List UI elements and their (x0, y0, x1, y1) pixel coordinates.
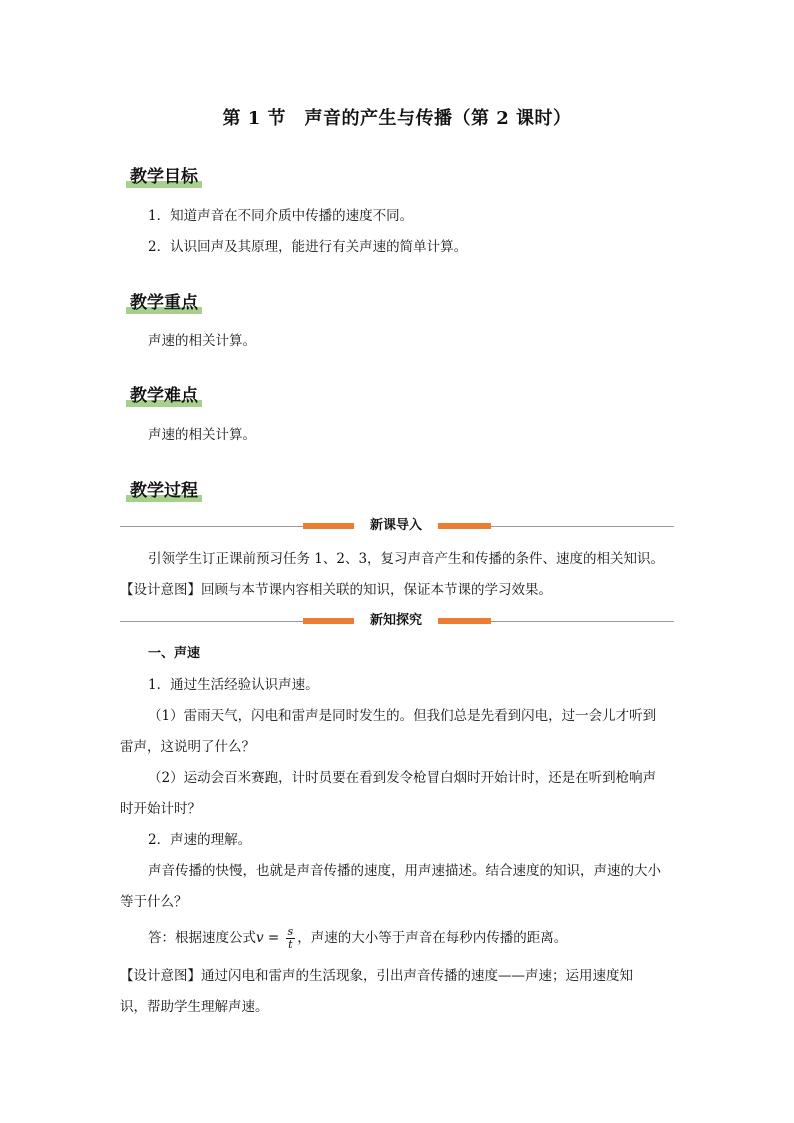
question-2-line-2: 时开始计时？ (120, 801, 201, 817)
intro-text: 引领学生订正课前预习任务 1、2、3，复习声音产生和传播的条件、速度的相关知识。 (148, 551, 665, 567)
section-heading-key-point: 教学重点 (126, 288, 202, 314)
difficulty-text: 声速的相关计算。 (148, 427, 256, 443)
paragraph-line-2: 等于什么？ (120, 894, 188, 910)
divider-bar-left (303, 523, 354, 529)
divider-intro (120, 516, 674, 536)
paragraph-line-1: 声音传播的快慢，也就是声音传播的速度，用声速描述。结合速度的知识，声速的大小 (148, 863, 661, 879)
formula-eq: = (263, 930, 284, 946)
page-title: 第 1 节 声音的产生与传播（第 2 课时） (222, 108, 572, 129)
formula-fraction (286, 926, 296, 951)
key-point-text: 声速的相关计算。 (148, 333, 256, 349)
explore-design-note-line-1: 【设计意图】通过闪电和雷声的生活现象，引出声音传播的速度——声速；运用速度知 (120, 968, 633, 984)
fraction-numerator: s (287, 925, 294, 938)
divider-bar-right (438, 523, 491, 529)
section-heading-goals: 教学目标 (126, 162, 202, 188)
point-1: 1．通过生活经验认识声速。 (148, 677, 319, 693)
answer-prefix: 答：根据速度公式 (148, 930, 256, 946)
divider-label: 新课导入 (354, 516, 438, 536)
goal-item-1: 1．知道声音在不同介质中传播的速度不同。 (148, 208, 414, 224)
section-heading-process: 教学过程 (126, 476, 202, 502)
sub-heading-sound-speed: 一、声速 (148, 646, 201, 661)
intro-design-note: 【设计意图】回顾与本节课内容相关联的知识，保证本节课的学习效果。 (120, 582, 552, 598)
goal-item-2: 2．认识回声及其原理，能进行有关声速的简单计算。 (148, 239, 468, 255)
question-1-line-1: （1）雷雨天气，闪电和雷声是同时发生的。但我们总是先看到闪电，过一会儿才听到 (148, 708, 657, 724)
section-heading-difficulty: 教学难点 (126, 381, 202, 407)
formula-v: v (256, 930, 264, 946)
divider-label: 新知探究 (354, 611, 438, 631)
question-2-line-1: （2）运动会百米赛跑，计时员要在看到发令枪冒白烟时开始计时，还是在听到枪响声 (148, 770, 657, 786)
answer-suffix: ，声速的大小等于声音在每秒内传播的距离。 (297, 930, 568, 946)
fraction-denominator: t (288, 938, 293, 951)
answer-line (148, 926, 567, 951)
divider-bar-right (438, 618, 491, 624)
question-1-line-2: 雷声，这说明了什么？ (120, 739, 255, 755)
point-2: 2．声速的理解。 (148, 832, 252, 848)
divider-bar-left (303, 618, 354, 624)
explore-design-note-line-2: 识，帮助学生理解声速。 (120, 999, 269, 1015)
divider-explore (120, 611, 674, 631)
